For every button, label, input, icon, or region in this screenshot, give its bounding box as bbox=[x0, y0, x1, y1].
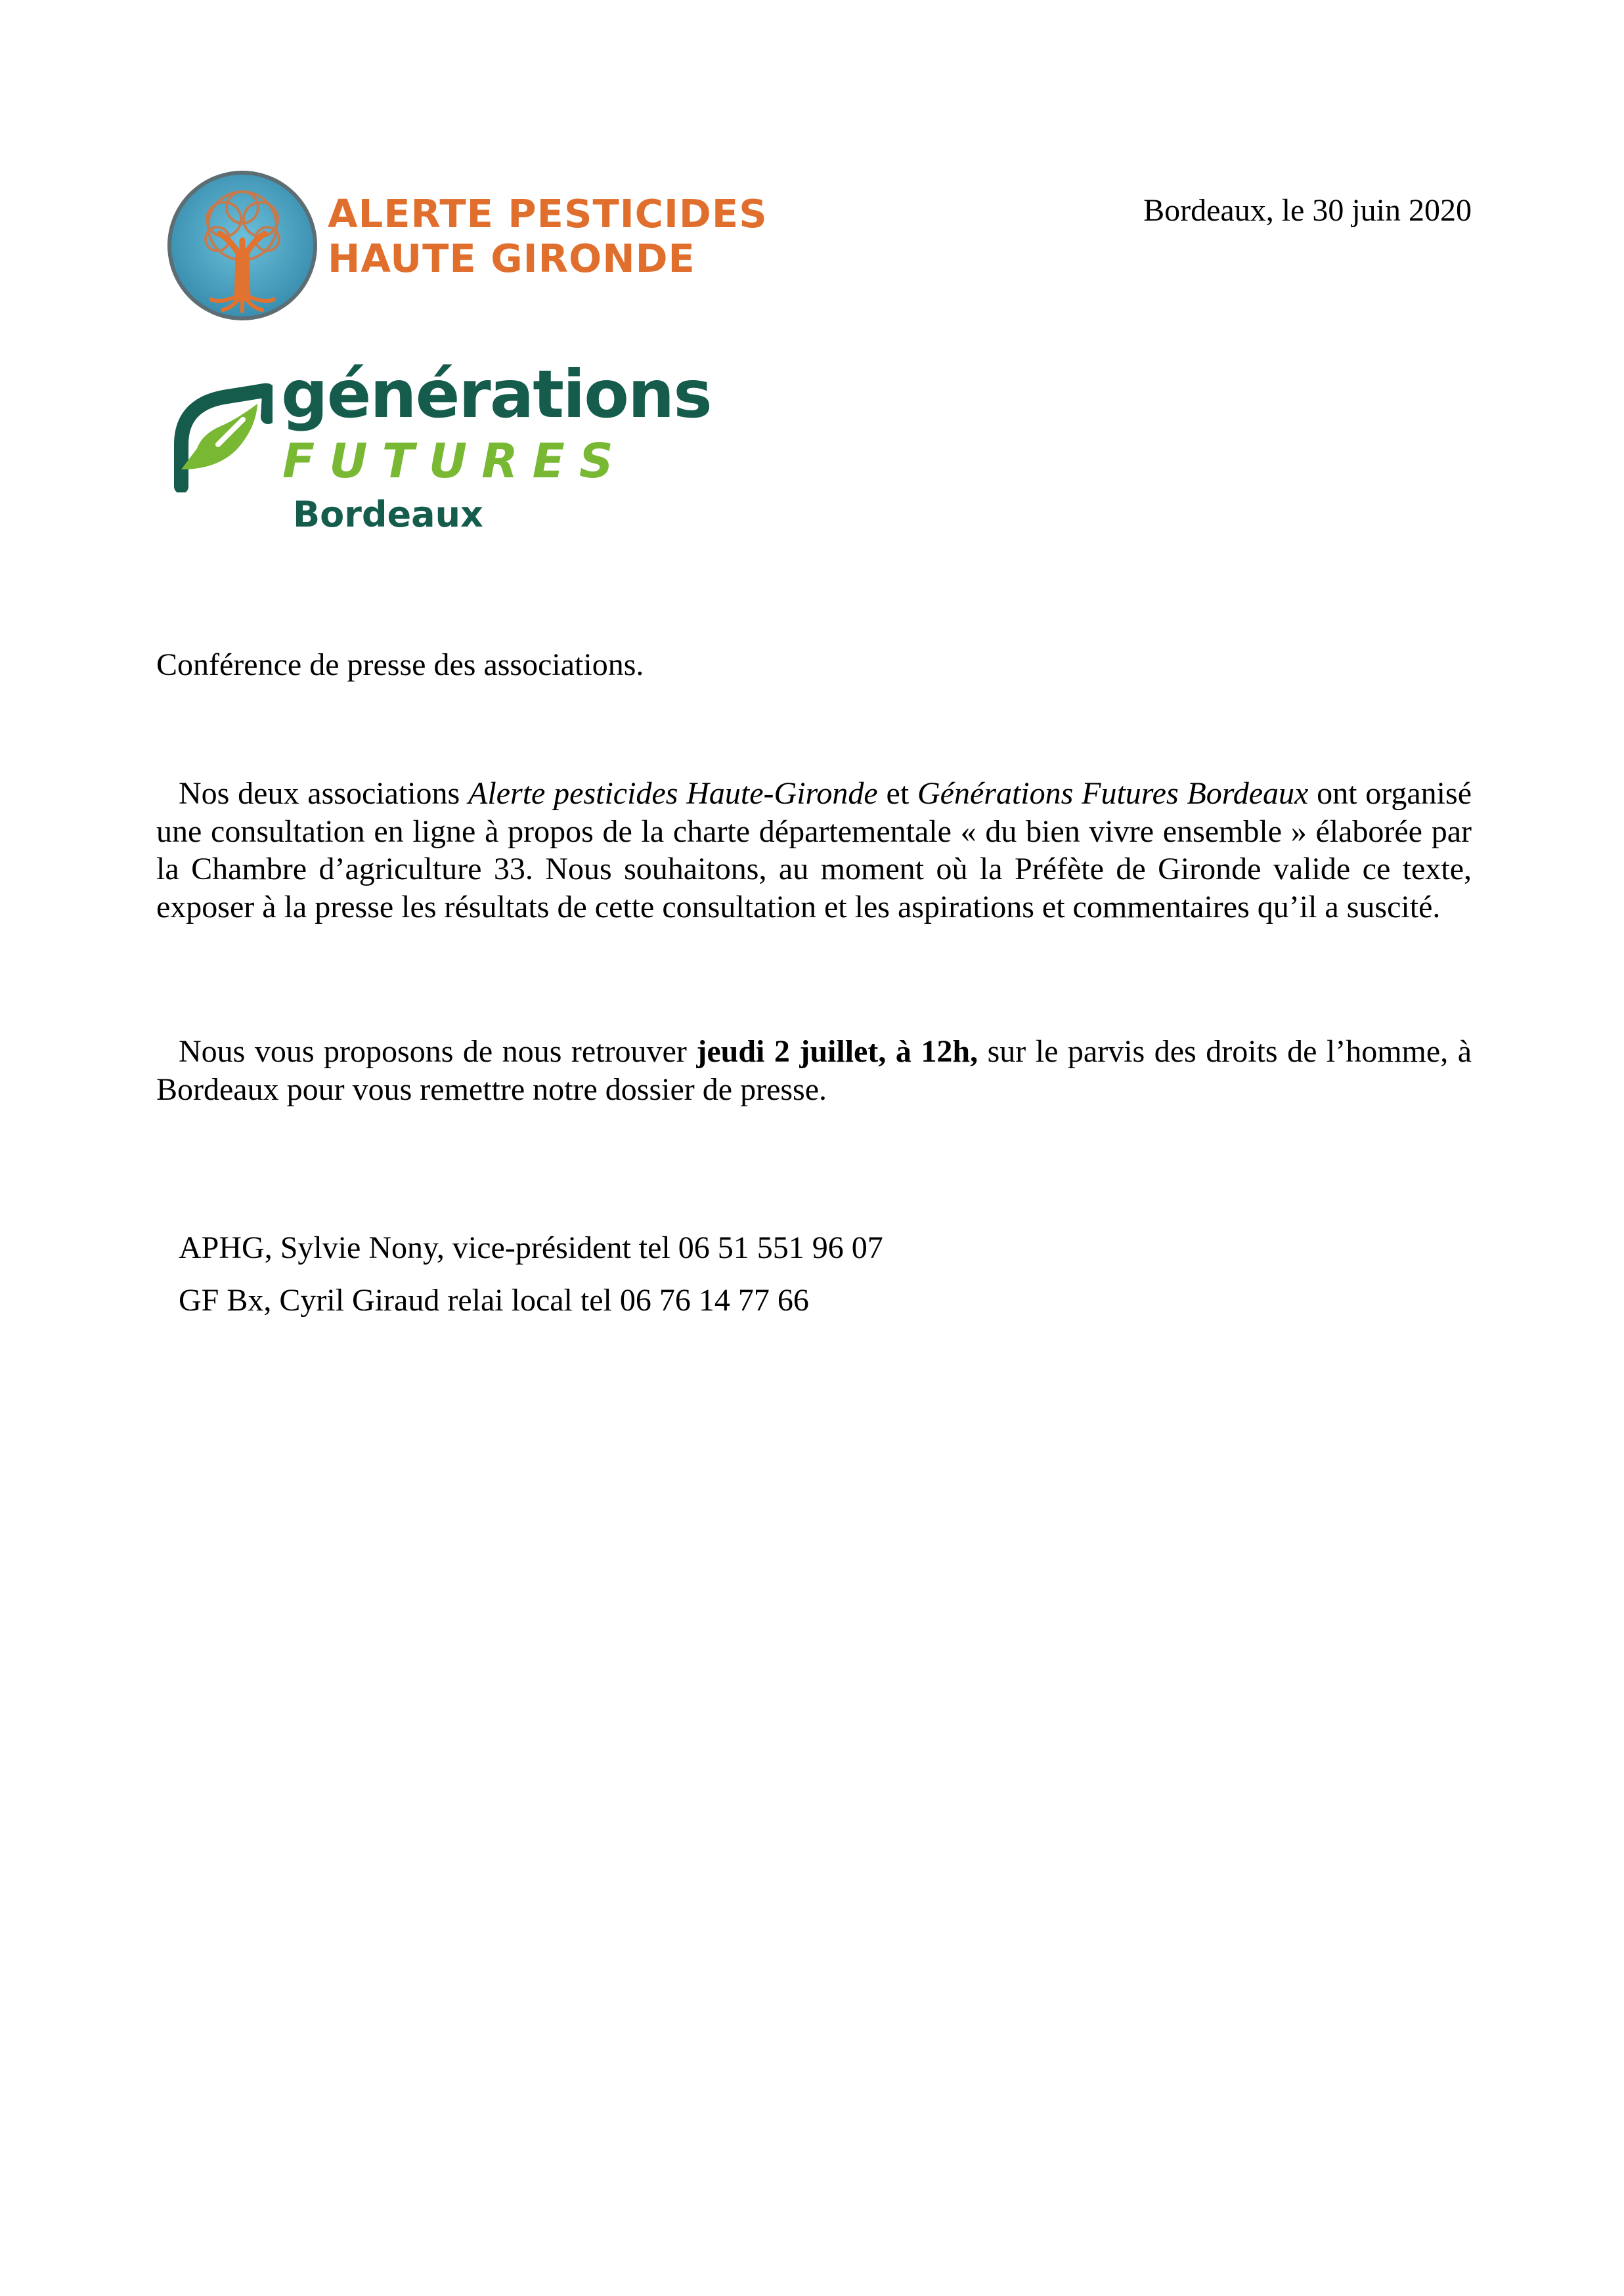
gf-logo bbox=[158, 356, 711, 542]
para1-assoc-aphg: Alerte pesticides Haute-Gironde bbox=[468, 776, 878, 811]
para1-text-3: ont organisé une consultation en ligne à propos de la charte départementale « du bien vivre ensemble » élaborée par la Chambre d’agriculture 33. Nous souhaitons, au moment où la Préfète de Gironde valide ce texte, exposer à la presse les résultats de cette consultation et les aspirations et commentaires qu’il a suscité. bbox=[156, 776, 1472, 924]
gf-logo-futures: FUTURES bbox=[282, 433, 628, 488]
aphg-logo-line2: HAUTE GIRONDE bbox=[328, 236, 695, 281]
para1-text-1: Nos deux associations bbox=[179, 776, 469, 811]
gf-logo-word: générations bbox=[281, 356, 711, 433]
para1-assoc-gf: Générations Futures Bordeaux bbox=[917, 776, 1309, 811]
para1-text-2: et bbox=[877, 776, 917, 811]
tree-of-life-icon bbox=[165, 168, 320, 323]
aphg-logo-line1: ALERTE PESTICIDES bbox=[328, 191, 768, 236]
contact-aphg: APHG, Sylvie Nony, vice-président tel 06 51 551 96 07 bbox=[179, 1230, 883, 1265]
para2-text-1: Nous vous proposons de nous retrouver bbox=[179, 1034, 697, 1069]
aphg-logo-text bbox=[328, 192, 768, 281]
contact-gf: GF Bx, Cyril Giraud relai local tel 06 76 14 77 66 bbox=[179, 1283, 809, 1318]
aphg-logo bbox=[158, 163, 768, 327]
leaf-icon bbox=[158, 371, 273, 492]
body-paragraph-2 bbox=[156, 1033, 1472, 1108]
para2-text-2: sur le parvis des droits de l’homme, à Bordeaux pour vous remettre notre dossier de presse. bbox=[156, 1034, 1472, 1107]
letter-date: Bordeaux, le 30 juin 2020 bbox=[1143, 193, 1472, 228]
body-paragraph-1 bbox=[156, 775, 1472, 926]
gf-logo-city: Bordeaux bbox=[293, 494, 483, 535]
para2-meeting-time: jeudi 2 juillet, à 12h, bbox=[696, 1034, 978, 1069]
letter-subject: Conférence de presse des associations. bbox=[156, 647, 644, 682]
